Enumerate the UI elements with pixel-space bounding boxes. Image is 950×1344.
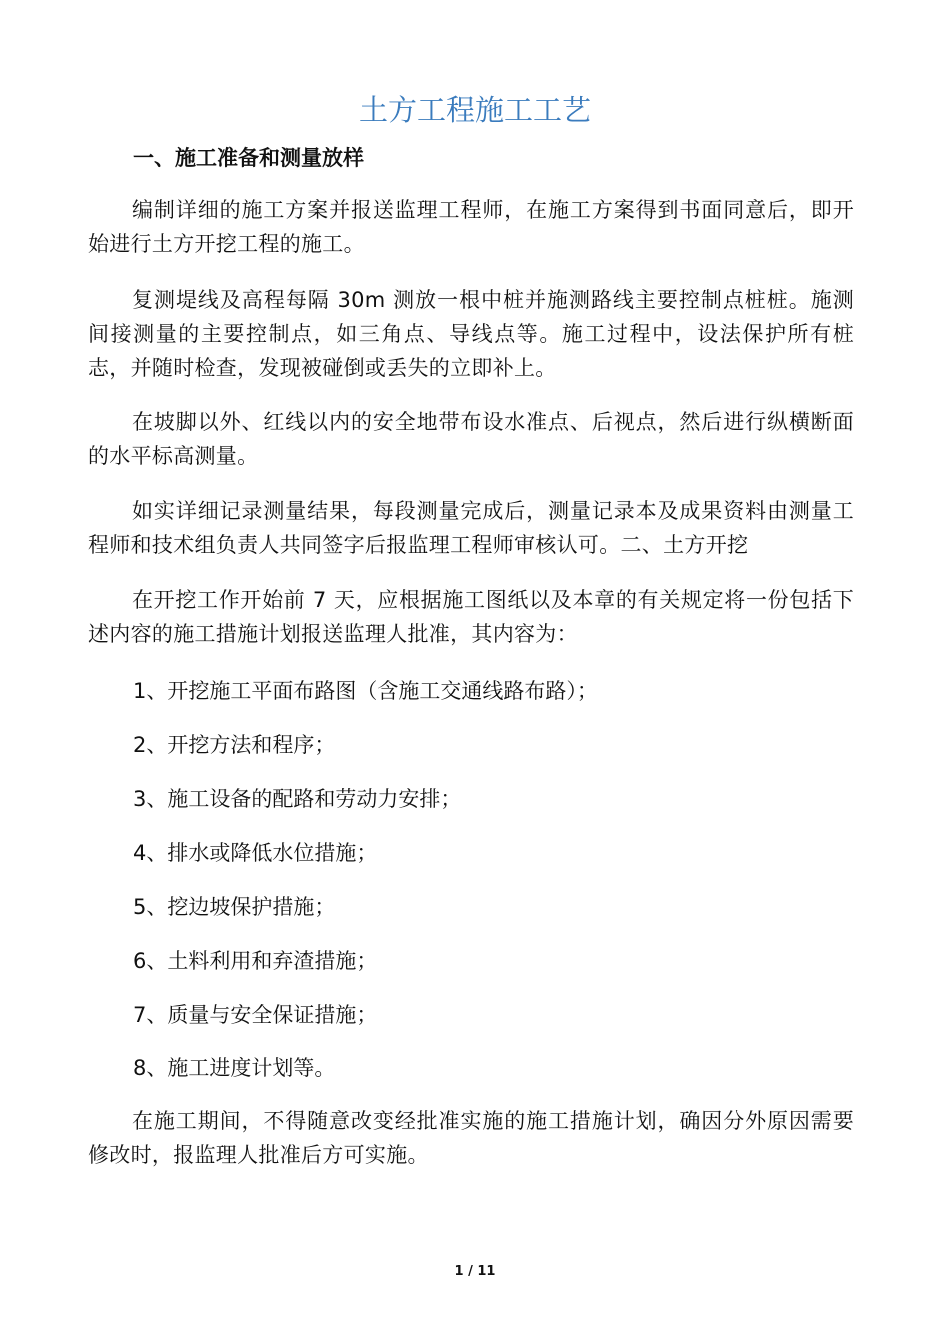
list-item: 4、排水或降低水位措施；: [133, 841, 378, 865]
list-item: 6、土料利用和弃渣措施；: [133, 949, 378, 973]
paragraph-2: 复测堤线及高程每隔 30m 测放一根中桩并施测路线主要控制点桩桩。施测间接测量的主要控制点，如三角点、导线点等。施工过程中，设法保护所有桩志，并随时检查，发现被碰倒或丢失的立即补上。: [88, 288, 854, 380]
list-item: 5、挖边坡保护措施；: [133, 895, 336, 919]
list-item: 3、施工设备的配路和劳动力安排；: [133, 787, 462, 811]
closing-paragraph: 在施工期间，不得随意改变经批准实施的施工措施计划，确因分外原因需要修改时，报监理人批准后方可实施。: [88, 1109, 854, 1167]
list-item: 7、质量与安全保证措施；: [133, 1003, 378, 1027]
list-item: 8、施工进度计划等。: [133, 1056, 336, 1080]
paragraph-1: 编制详细的施工方案并报送监理工程师，在施工方案得到书面同意后，即开始进行土方开挖工程的施工。: [88, 198, 854, 256]
paragraph-3: 在坡脚以外、红线以内的安全地带布设水准点、后视点，然后进行纵横断面的水平标高测量。: [88, 410, 854, 468]
paragraph-4: 如实详细记录测量结果，每段测量完成后，测量记录本及成果资料由测量工程师和技术组负责人共同签字后报监理工程师审核认可。二、土方开挖: [88, 499, 854, 557]
paragraph-5: 在开挖工作开始前 7 天，应根据施工图纸以及本章的有关规定将一份包括下述内容的施工措施计划报送监理人批准，其内容为：: [88, 588, 854, 646]
section-heading: 一、施工准备和测量放样: [133, 146, 364, 170]
document-title: 土方工程施工工艺: [358, 93, 591, 127]
list-item: 1、开挖施工平面布路图（含施工交通线路布路）；: [133, 679, 598, 703]
page-number: 1 / 11: [454, 1264, 496, 1279]
list-item: 2、开挖方法和程序；: [133, 733, 336, 757]
